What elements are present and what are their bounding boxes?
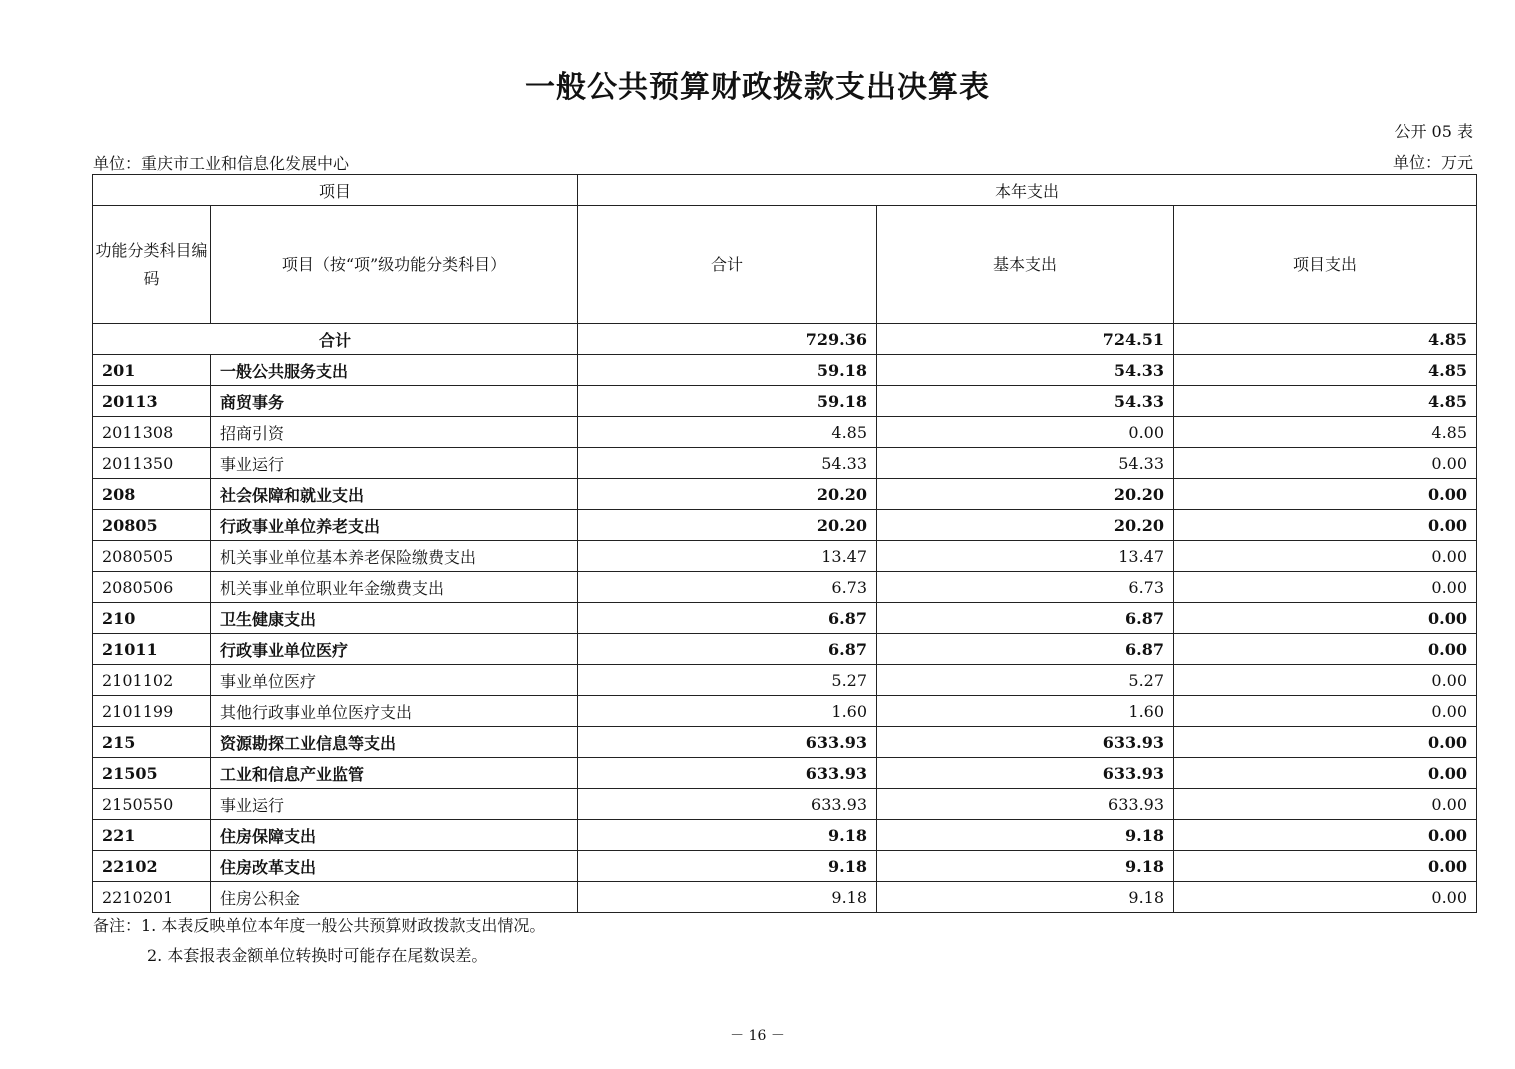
table-row bbox=[93, 417, 1477, 448]
row-project: 0.00 bbox=[1174, 820, 1477, 851]
row-basic: 13.47 bbox=[877, 541, 1174, 572]
table-row bbox=[93, 479, 1477, 510]
row-name: 资源勘探工业信息等支出 bbox=[211, 727, 578, 758]
row-total: 59.18 bbox=[578, 355, 877, 386]
row-name: 工业和信息产业监管 bbox=[211, 758, 578, 789]
row-project: 0.00 bbox=[1174, 479, 1477, 510]
total-sum: 729.36 bbox=[578, 324, 877, 355]
total-row bbox=[93, 324, 1477, 355]
group-header-item: 项目 bbox=[93, 175, 578, 206]
row-basic: 633.93 bbox=[877, 727, 1174, 758]
row-code: 20805 bbox=[93, 510, 211, 541]
row-project: 0.00 bbox=[1174, 758, 1477, 789]
row-name: 机关事业单位职业年金缴费支出 bbox=[211, 572, 578, 603]
row-code: 215 bbox=[93, 727, 211, 758]
row-project: 0.00 bbox=[1174, 851, 1477, 882]
table-row bbox=[93, 882, 1477, 913]
row-name: 招商引资 bbox=[211, 417, 578, 448]
expenditure-table bbox=[92, 174, 1477, 913]
table-row bbox=[93, 541, 1477, 572]
note-1: 备注：1. 本表反映单位本年度一般公共预算财政拨款支出情况。 bbox=[93, 916, 546, 935]
row-name: 事业运行 bbox=[211, 789, 578, 820]
group-header-row bbox=[93, 175, 1477, 206]
row-name: 一般公共服务支出 bbox=[211, 355, 578, 386]
row-total: 54.33 bbox=[578, 448, 877, 479]
page-title: 一般公共预算财政拨款支出决算表 bbox=[525, 70, 990, 105]
row-basic: 0.00 bbox=[877, 417, 1174, 448]
row-code: 2080506 bbox=[93, 572, 211, 603]
table-row bbox=[93, 665, 1477, 696]
row-basic: 54.33 bbox=[877, 386, 1174, 417]
row-total: 9.18 bbox=[578, 882, 877, 913]
column-header-basic: 基本支出 bbox=[877, 206, 1174, 324]
table-row bbox=[93, 355, 1477, 386]
table-row bbox=[93, 789, 1477, 820]
row-project: 0.00 bbox=[1174, 634, 1477, 665]
total-basic: 724.51 bbox=[877, 324, 1174, 355]
column-header-code: 功能分类科目编码 bbox=[93, 206, 211, 324]
row-project: 4.85 bbox=[1174, 386, 1477, 417]
row-basic: 5.27 bbox=[877, 665, 1174, 696]
row-code: 20113 bbox=[93, 386, 211, 417]
row-name: 事业单位医疗 bbox=[211, 665, 578, 696]
row-name: 住房公积金 bbox=[211, 882, 578, 913]
row-code: 21505 bbox=[93, 758, 211, 789]
table-row bbox=[93, 758, 1477, 789]
row-basic: 6.73 bbox=[877, 572, 1174, 603]
row-basic: 9.18 bbox=[877, 851, 1174, 882]
table-row bbox=[93, 572, 1477, 603]
row-project: 0.00 bbox=[1174, 696, 1477, 727]
row-basic: 633.93 bbox=[877, 758, 1174, 789]
row-project: 4.85 bbox=[1174, 417, 1477, 448]
row-basic: 20.20 bbox=[877, 479, 1174, 510]
row-total: 633.93 bbox=[578, 789, 877, 820]
table-row bbox=[93, 696, 1477, 727]
table-row bbox=[93, 727, 1477, 758]
table-body bbox=[93, 175, 1477, 913]
row-code: 2080505 bbox=[93, 541, 211, 572]
row-basic: 9.18 bbox=[877, 820, 1174, 851]
table-row bbox=[93, 851, 1477, 882]
row-total: 20.20 bbox=[578, 479, 877, 510]
row-total: 633.93 bbox=[578, 727, 877, 758]
currency-unit: 单位：万元 bbox=[1392, 153, 1473, 172]
row-basic: 1.60 bbox=[877, 696, 1174, 727]
note-2: 2. 本套报表金额单位转换时可能存在尾数误差。 bbox=[147, 946, 488, 965]
row-project: 0.00 bbox=[1174, 541, 1477, 572]
column-header-total: 合计 bbox=[578, 206, 877, 324]
row-basic: 54.33 bbox=[877, 355, 1174, 386]
row-code: 2150550 bbox=[93, 789, 211, 820]
table-row bbox=[93, 603, 1477, 634]
total-project: 4.85 bbox=[1174, 324, 1477, 355]
row-code: 2101102 bbox=[93, 665, 211, 696]
row-total: 20.20 bbox=[578, 510, 877, 541]
row-name: 行政事业单位医疗 bbox=[211, 634, 578, 665]
row-code: 201 bbox=[93, 355, 211, 386]
row-project: 0.00 bbox=[1174, 510, 1477, 541]
row-total: 6.87 bbox=[578, 634, 877, 665]
table-row bbox=[93, 820, 1477, 851]
row-name: 卫生健康支出 bbox=[211, 603, 578, 634]
row-total: 6.73 bbox=[578, 572, 877, 603]
row-project: 0.00 bbox=[1174, 727, 1477, 758]
row-code: 2011350 bbox=[93, 448, 211, 479]
row-name: 住房保障支出 bbox=[211, 820, 578, 851]
row-basic: 6.87 bbox=[877, 603, 1174, 634]
row-code: 210 bbox=[93, 603, 211, 634]
row-name: 事业运行 bbox=[211, 448, 578, 479]
row-name: 住房改革支出 bbox=[211, 851, 578, 882]
column-header-project: 项目支出 bbox=[1174, 206, 1477, 324]
row-basic: 6.87 bbox=[877, 634, 1174, 665]
row-total: 633.93 bbox=[578, 758, 877, 789]
row-code: 2210201 bbox=[93, 882, 211, 913]
row-basic: 633.93 bbox=[877, 789, 1174, 820]
row-name: 社会保障和就业支出 bbox=[211, 479, 578, 510]
row-project: 0.00 bbox=[1174, 789, 1477, 820]
page-number: － 16 － bbox=[730, 1028, 785, 1044]
row-total: 9.18 bbox=[578, 851, 877, 882]
row-project: 0.00 bbox=[1174, 665, 1477, 696]
table-row bbox=[93, 448, 1477, 479]
row-total: 1.60 bbox=[578, 696, 877, 727]
row-code: 221 bbox=[93, 820, 211, 851]
row-code: 208 bbox=[93, 479, 211, 510]
row-code: 21011 bbox=[93, 634, 211, 665]
row-name: 机关事业单位基本养老保险缴费支出 bbox=[211, 541, 578, 572]
row-project: 0.00 bbox=[1174, 882, 1477, 913]
row-code: 22102 bbox=[93, 851, 211, 882]
row-basic: 54.33 bbox=[877, 448, 1174, 479]
row-code: 2011308 bbox=[93, 417, 211, 448]
row-total: 6.87 bbox=[578, 603, 877, 634]
table-row bbox=[93, 510, 1477, 541]
row-name: 商贸事务 bbox=[211, 386, 578, 417]
row-total: 13.47 bbox=[578, 541, 877, 572]
row-total: 9.18 bbox=[578, 820, 877, 851]
row-project: 4.85 bbox=[1174, 355, 1477, 386]
row-name: 其他行政事业单位医疗支出 bbox=[211, 696, 578, 727]
total-label: 合计 bbox=[93, 324, 578, 355]
row-code: 2101199 bbox=[93, 696, 211, 727]
row-total: 59.18 bbox=[578, 386, 877, 417]
row-total: 4.85 bbox=[578, 417, 877, 448]
row-basic: 20.20 bbox=[877, 510, 1174, 541]
column-header-row bbox=[93, 206, 1477, 324]
row-total: 5.27 bbox=[578, 665, 877, 696]
group-header-current-year: 本年支出 bbox=[578, 175, 1477, 206]
row-project: 0.00 bbox=[1174, 572, 1477, 603]
table-row bbox=[93, 634, 1477, 665]
column-header-name: 项目（按“项”级功能分类科目） bbox=[211, 206, 578, 324]
table-row bbox=[93, 386, 1477, 417]
row-project: 0.00 bbox=[1174, 448, 1477, 479]
row-project: 0.00 bbox=[1174, 603, 1477, 634]
reporting-unit: 单位：重庆市工业和信息化发展中心 bbox=[93, 154, 350, 173]
row-basic: 9.18 bbox=[877, 882, 1174, 913]
row-name: 行政事业单位养老支出 bbox=[211, 510, 578, 541]
form-number: 公开 05 表 bbox=[1394, 122, 1473, 141]
